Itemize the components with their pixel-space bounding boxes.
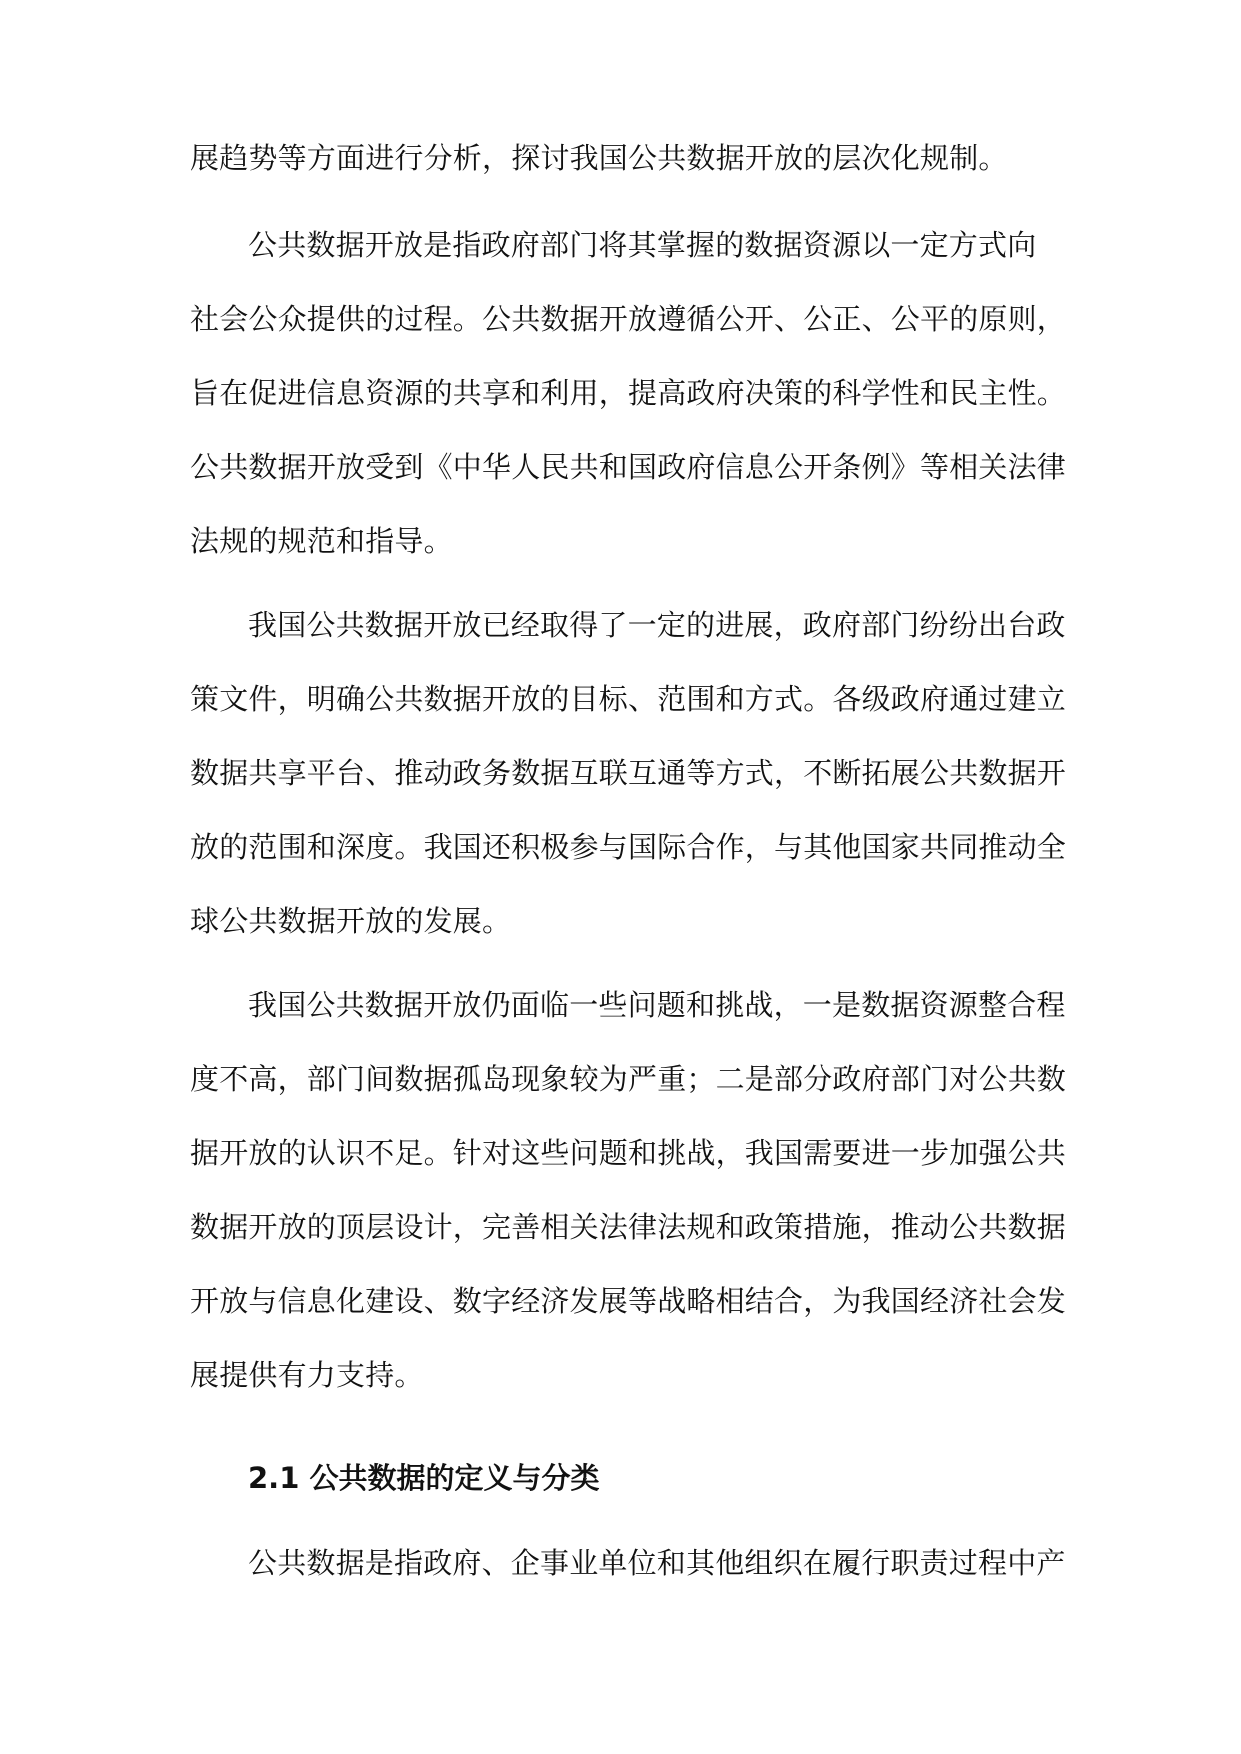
paragraph-3-line-1: 我国公共数据开放已经取得了一定的进展，政府部门纷纷出台政 (248, 608, 1066, 642)
paragraph-2-line-3: 旨在促进信息资源的共享和利用，提高政府决策的科学性和民主性。 (190, 376, 1067, 410)
paragraph-4-line-5: 开放与信息化建设、数字经济发展等战略相结合，为我国经济社会发 (190, 1284, 1067, 1318)
paragraph-3-line-4: 放的范围和深度。我国还积极参与国际合作，与其他国家共同推动全 (190, 830, 1067, 864)
paragraph-2-line-5: 法规的规范和指导。 (190, 524, 453, 558)
paragraph-4-line-2: 度不高，部门间数据孤岛现象较为严重；二是部分政府部门对公共数 (190, 1062, 1067, 1096)
paragraph-3-line-5: 球公共数据开放的发展。 (190, 904, 512, 938)
paragraph-1-line-1: 展趋势等方面进行分析，探讨我国公共数据开放的层次化规制。 (190, 141, 1008, 175)
paragraph-4-line-3: 据开放的认识不足。针对这些问题和挑战，我国需要进一步加强公共 (190, 1136, 1067, 1170)
paragraph-4-line-6: 展提供有力支持。 (190, 1358, 424, 1392)
paragraph-2-line-4: 公共数据开放受到《中华人民共和国政府信息公开条例》等相关法律 (190, 450, 1067, 484)
paragraph-4-line-1: 我国公共数据开放仍面临一些问题和挑战，一是数据资源整合程 (248, 988, 1066, 1022)
paragraph-3-line-3: 数据共享平台、推动政务数据互联互通等方式，不断拓展公共数据开 (190, 756, 1067, 790)
paragraph-2-line-1: 公共数据开放是指政府部门将其掌握的数据资源以一定方式向 (248, 228, 1037, 262)
paragraph-2-line-2: 社会公众提供的过程。公共数据开放遵循公开、公正、公平的原则， (190, 302, 1067, 336)
section-heading: 2.1 公共数据的定义与分类 (248, 1461, 600, 1495)
paragraph-3-line-2: 策文件，明确公共数据开放的目标、范围和方式。各级政府通过建立 (190, 682, 1067, 716)
section-paragraph-line-1: 公共数据是指政府、企事业单位和其他组织在履行职责过程中产 (248, 1546, 1066, 1580)
paragraph-4-line-4: 数据开放的顶层设计，完善相关法律法规和政策措施，推动公共数据 (190, 1210, 1067, 1244)
